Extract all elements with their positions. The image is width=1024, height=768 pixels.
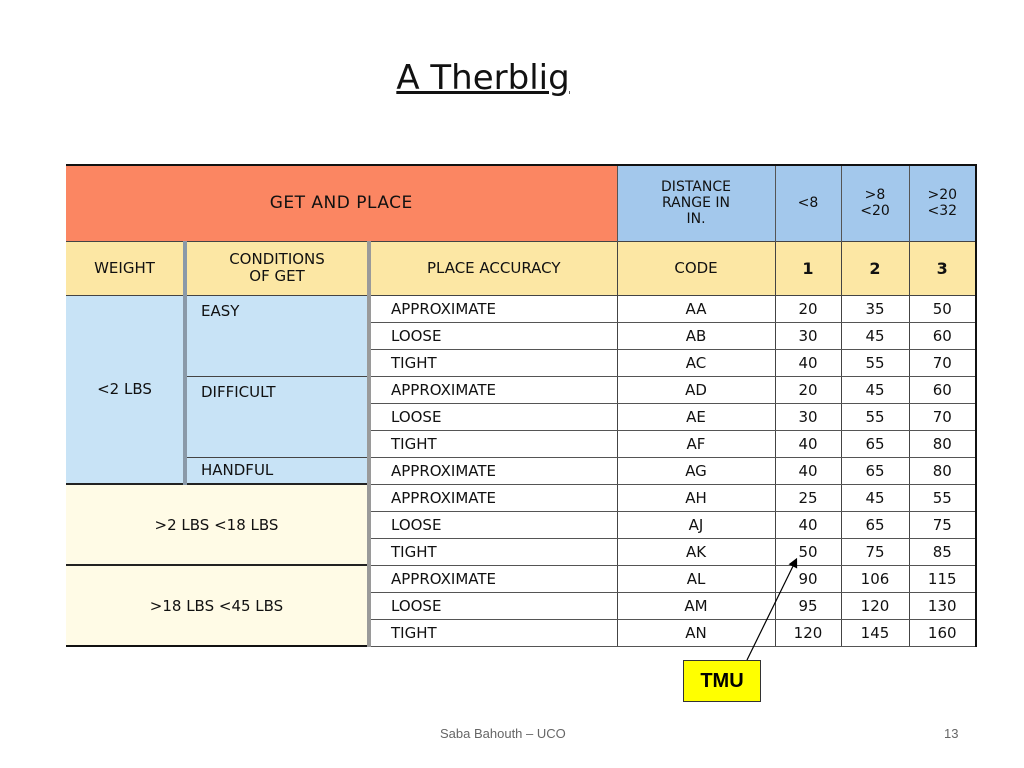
value-cell: 65 — [841, 511, 909, 538]
footer-author: Saba Bahouth – UCO — [440, 726, 566, 741]
value-cell: 45 — [841, 484, 909, 511]
subheader-place-accuracy: PLACE ACCURACY — [369, 241, 617, 295]
weight-group-2-to-18: >2 LBS <18 LBS — [66, 484, 369, 565]
value-cell: 160 — [909, 619, 976, 646]
place-accuracy-cell: TIGHT — [369, 619, 617, 646]
value-cell: 80 — [909, 457, 976, 484]
value-cell: 60 — [909, 322, 976, 349]
place-accuracy-cell: LOOSE — [369, 592, 617, 619]
value-cell: 75 — [909, 511, 976, 538]
code-cell: AM — [617, 592, 775, 619]
value-cell: 55 — [909, 484, 976, 511]
condition-easy: EASY — [185, 295, 369, 376]
header-distance-col-1: <8 — [775, 165, 841, 241]
value-cell: 85 — [909, 538, 976, 565]
value-cell: 130 — [909, 592, 976, 619]
place-accuracy-cell: APPROXIMATE — [369, 295, 617, 322]
value-cell: 40 — [775, 457, 841, 484]
value-cell: 115 — [909, 565, 976, 592]
value-cell: 55 — [841, 349, 909, 376]
value-cell: 106 — [841, 565, 909, 592]
place-accuracy-cell: LOOSE — [369, 403, 617, 430]
value-cell: 95 — [775, 592, 841, 619]
value-cell: 50 — [909, 295, 976, 322]
value-cell: 70 — [909, 403, 976, 430]
value-cell: 120 — [841, 592, 909, 619]
code-cell: AG — [617, 457, 775, 484]
header-distance-col-3: >20 <32 — [909, 165, 976, 241]
value-cell: 20 — [775, 295, 841, 322]
code-cell: AC — [617, 349, 775, 376]
value-cell: 70 — [909, 349, 976, 376]
place-accuracy-cell: TIGHT — [369, 430, 617, 457]
subheader-col-1: 1 — [775, 241, 841, 295]
place-accuracy-cell: APPROXIMATE — [369, 457, 617, 484]
header-distance-range: DISTANCE RANGE IN IN. — [617, 165, 775, 241]
code-cell: AJ — [617, 511, 775, 538]
place-accuracy-cell: LOOSE — [369, 511, 617, 538]
slide-title: A Therblig — [396, 58, 570, 98]
value-cell: 50 — [775, 538, 841, 565]
place-accuracy-cell: TIGHT — [369, 538, 617, 565]
value-cell: 60 — [909, 376, 976, 403]
subheader-col-3: 3 — [909, 241, 976, 295]
header-distance-col-2: >8 <20 — [841, 165, 909, 241]
code-cell: AA — [617, 295, 775, 322]
tmu-callout: TMU — [683, 660, 761, 702]
value-cell: 80 — [909, 430, 976, 457]
footer-page-number: 13 — [944, 726, 959, 741]
value-cell: 25 — [775, 484, 841, 511]
condition-difficult: DIFFICULT — [185, 376, 369, 457]
code-cell: AB — [617, 322, 775, 349]
value-cell: 40 — [775, 511, 841, 538]
subheader-code: CODE — [617, 241, 775, 295]
value-cell: 40 — [775, 349, 841, 376]
value-cell: 40 — [775, 430, 841, 457]
value-cell: 90 — [775, 565, 841, 592]
value-cell: 145 — [841, 619, 909, 646]
header-get-and-place: GET AND PLACE — [66, 165, 617, 241]
weight-group-18-to-45: >18 LBS <45 LBS — [66, 565, 369, 646]
code-cell: AL — [617, 565, 775, 592]
condition-handful: HANDFUL — [185, 457, 369, 484]
place-accuracy-cell: TIGHT — [369, 349, 617, 376]
value-cell: 65 — [841, 430, 909, 457]
value-cell: 35 — [841, 295, 909, 322]
place-accuracy-cell: APPROXIMATE — [369, 565, 617, 592]
value-cell: 20 — [775, 376, 841, 403]
code-cell: AK — [617, 538, 775, 565]
subheader-conditions: CONDITIONS OF GET — [185, 241, 369, 295]
value-cell: 55 — [841, 403, 909, 430]
place-accuracy-cell: APPROXIMATE — [369, 484, 617, 511]
subheader-col-2: 2 — [841, 241, 909, 295]
code-cell: AH — [617, 484, 775, 511]
value-cell: 30 — [775, 403, 841, 430]
value-cell: 120 — [775, 619, 841, 646]
place-accuracy-cell: APPROXIMATE — [369, 376, 617, 403]
value-cell: 75 — [841, 538, 909, 565]
value-cell: 45 — [841, 376, 909, 403]
code-cell: AD — [617, 376, 775, 403]
value-cell: 45 — [841, 322, 909, 349]
value-cell: 30 — [775, 322, 841, 349]
code-cell: AE — [617, 403, 775, 430]
code-cell: AN — [617, 619, 775, 646]
subheader-weight: WEIGHT — [66, 241, 185, 295]
weight-group-under-2: <2 LBS — [66, 295, 185, 484]
place-accuracy-cell: LOOSE — [369, 322, 617, 349]
value-cell: 65 — [841, 457, 909, 484]
code-cell: AF — [617, 430, 775, 457]
